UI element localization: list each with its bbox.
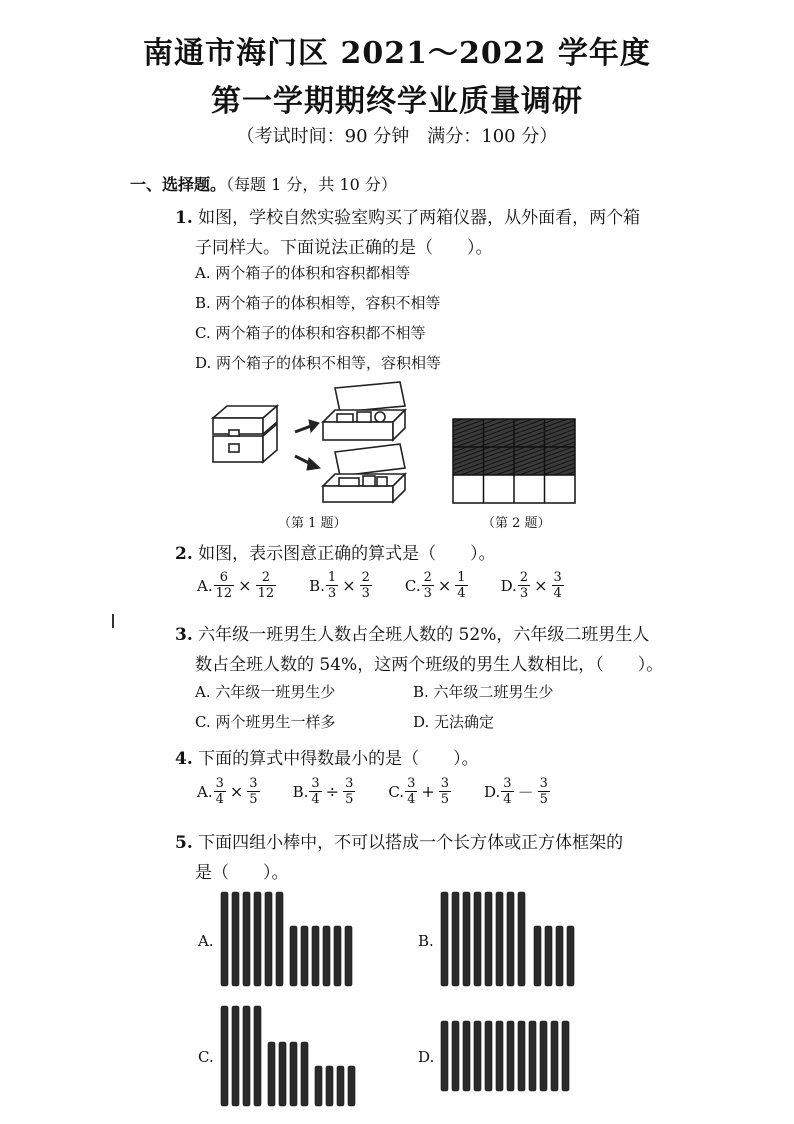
operator: × [238,576,252,595]
exam-info: （考试时间：90 分钟 满分：100 分） [236,126,558,147]
q4-option-d-letter: D. [484,782,501,801]
q5-sticks-d [438,1015,588,1110]
exam-title-line1: 南通市海门区 2021～2022 学年度 [143,36,651,71]
operator: + [421,782,435,801]
q3-number: 3. [175,625,193,645]
q2-option-c-letter: C. [404,576,421,595]
section-heading [130,172,397,195]
q4-number: 4. [175,749,193,769]
operator: × [534,576,548,595]
q4-option-b [293,776,357,807]
q5-label-c: C. [198,1048,214,1066]
fraction [518,570,530,601]
operator: ÷ [325,782,340,801]
fraction [343,776,355,807]
numerator: 3 [345,776,354,791]
numerator: 3 [311,776,320,791]
q1-boxes-figure [205,380,420,505]
q5-text-line1: 下面四组小棒中，不可以搭成一个长方体或正方体框架的 [198,833,624,853]
q5-sticks-b [438,890,588,990]
numerator: 1 [457,570,466,585]
q1-option-a: A. 两个箱子的体积和容积都相等 [195,264,411,282]
numerator: 6 [214,570,235,586]
q3-text-line1: 六年级一班男生人数占全班人数的 52%，六年级二班男生人 [198,625,650,645]
operator: × [342,576,356,595]
fraction [439,776,451,807]
denominator: 12 [257,586,275,601]
q4-option-a [197,776,261,807]
fraction [309,776,321,807]
numerator: 3 [539,776,548,791]
q3-line1 [175,620,649,645]
numerator: 3 [503,776,512,791]
q2-option-a [197,570,277,601]
numerator: 3 [215,776,224,791]
numerator: 3 [553,570,562,585]
denominator: 5 [440,792,450,807]
denominator: 5 [539,792,548,807]
q5-label-a: A. [198,932,214,950]
q1-number: 1. [175,208,193,228]
q4-option-d [484,776,551,807]
denominator: 4 [311,792,320,807]
q2-option-b [309,570,373,601]
fraction [422,570,434,601]
q2-option-d-letter: D. [500,576,517,595]
q4-options [197,776,583,807]
q5-label-b: B. [418,932,434,950]
fraction [405,776,417,807]
fraction [256,570,277,601]
q5-sticks-c [218,1002,368,1112]
numerator: 3 [249,776,258,791]
q1-text-line1: 如图，学校自然实验室购买了两箱仪器，从外面看，两个箱 [198,208,641,228]
q5-text-line2: 是（ ）。 [195,863,289,883]
fraction [552,570,564,601]
fraction [538,776,550,807]
section-note: （每题 1 分，共 10 分） [226,175,397,194]
margin-mark [112,614,114,628]
q2-option-a-letter: A. [197,576,213,595]
exam-title-line2: 第一学期期终学业质量调研 [211,84,583,119]
q5-sticks-a [218,890,368,990]
q1-caption: （第 1 题） [278,516,347,531]
denominator: 3 [327,586,337,601]
q3-option-c: C. 两个班男生一样多 [195,713,336,731]
fraction [501,776,513,807]
denominator: 12 [215,586,233,601]
numerator: 3 [440,776,450,791]
fraction [247,776,259,807]
numerator: 2 [256,570,277,586]
denominator: 3 [519,586,529,601]
q1-line1 [175,203,640,228]
q1-text-line2: 子同样大。下面说法正确的是（ ）。 [195,238,493,258]
q4-option-c-letter: C. [388,782,405,801]
q2-text: 如图，表示图意正确的算式是（ ）。 [198,544,496,564]
q2-option-b-letter: B. [309,576,325,595]
q5-line1 [175,828,623,853]
q3-text-line2: 数占全班人数的 54%，这两个班级的男生人数相比，（ ）。 [195,655,664,675]
q4-question [175,744,479,769]
q2-option-d [501,570,565,601]
q3-option-a: A. 六年级一班男生少 [195,683,336,701]
q2-grid-figure [452,418,576,504]
operator: × [437,576,452,595]
denominator: 4 [215,792,224,807]
q2-number: 2. [175,544,193,564]
q4-option-a-letter: A. [197,782,213,801]
denominator: 3 [423,586,432,601]
denominator: 5 [249,792,258,807]
denominator: 5 [345,792,354,807]
q2-question [175,539,496,564]
q1-option-c: C. 两个箱子的体积和容积都不相等 [195,324,426,342]
section-label: 一、选择题。 [130,175,227,194]
denominator: 4 [503,792,512,807]
q5-number: 5. [175,833,193,853]
denominator: 4 [457,586,466,601]
q4-option-c [388,776,452,807]
numerator: 3 [407,776,416,791]
operator: × [229,782,244,801]
q3-option-d: D. 无法确定 [413,713,495,731]
q2-caption: （第 2 题） [482,516,551,531]
numerator: 2 [423,570,432,585]
numerator: 2 [519,570,529,585]
numerator: 2 [361,570,370,585]
fraction [326,570,338,601]
fraction [360,570,372,601]
fraction [214,776,226,807]
q4-option-b-letter: B. [292,782,309,801]
operator: － [517,783,534,802]
q5-label-d: D. [418,1048,435,1066]
q2-options [197,570,597,601]
fraction [455,570,467,601]
q3-option-b: B. 六年级二班男生少 [413,683,554,701]
numerator: 1 [327,570,337,585]
q4-text: 下面的算式中得数最小的是（ ）。 [198,749,479,769]
fraction [214,570,235,601]
denominator: 4 [407,792,416,807]
denominator: 3 [361,586,370,601]
denominator: 4 [553,586,562,601]
q1-option-b: B. 两个箱子的体积相等，容积不相等 [195,294,441,312]
q2-option-c [405,570,469,601]
q1-option-d: D. 两个箱子的体积不相等，容积相等 [195,354,442,372]
